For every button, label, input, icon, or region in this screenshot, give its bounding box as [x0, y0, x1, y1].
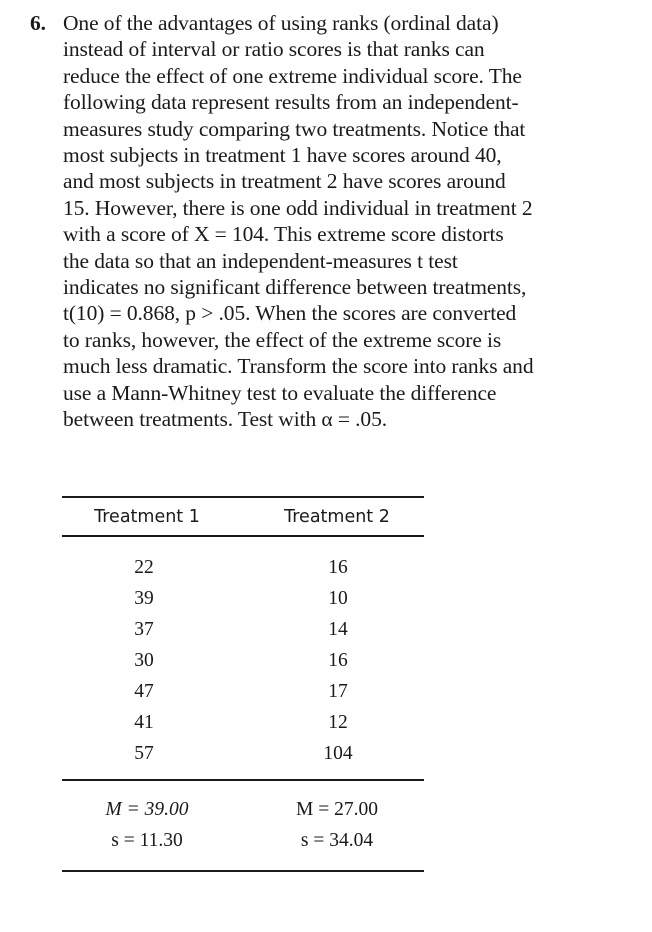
table-rule-bottom [62, 870, 424, 872]
treatment-1-mean: M = 39.00 [105, 799, 189, 820]
treatment-2-mean: M = 27.00 [296, 799, 378, 820]
problem-line: the data so that an independent-measures t test [63, 248, 458, 273]
problem-line: between treatments. Test with α = .05. [63, 407, 387, 432]
treatment-2-sd: s = 34.04 [300, 830, 374, 851]
table-rule-header [62, 535, 424, 537]
data-table [62, 496, 424, 876]
table-cell: 41 [134, 712, 154, 733]
table-cell: 14 [328, 619, 348, 640]
column-header-treatment-1: Treatment 1 [94, 507, 200, 527]
table-cell: 37 [134, 619, 154, 640]
treatment-2-summary [262, 794, 412, 856]
table-cell: 47 [134, 681, 154, 702]
problem-line: following data represent results from an independent- [63, 90, 519, 115]
table-cell: 16 [328, 557, 348, 578]
problem-6 [30, 10, 630, 433]
problem-line: measures study comparing two treatments. Notice that [63, 116, 526, 141]
treatment-1-summary [72, 794, 222, 856]
treatment-2-scores [298, 552, 378, 769]
problem-line: instead of interval or ratio scores is that ranks can [63, 37, 485, 62]
column-header-treatment-2: Treatment 2 [284, 507, 390, 527]
problem-line: One of the advantages of using ranks (ordinal data) [63, 11, 499, 35]
problem-line: much less dramatic. Transform the score into ranks and [63, 354, 534, 379]
problem-line: with a score of X = 104. This extreme score distorts [63, 222, 504, 247]
table-cell: 104 [323, 743, 353, 764]
table-cell: 10 [328, 588, 348, 609]
table-rule-top [62, 496, 424, 498]
problem-line: 15. However, there is one odd individual in treatment 2 [63, 195, 533, 220]
table-cell: 39 [134, 588, 154, 609]
table-cell: 30 [134, 650, 154, 671]
table-rule-summary [62, 779, 424, 781]
table-cell: 22 [134, 557, 154, 578]
problem-line: t(10) = 0.868, p > .05. When the scores are converted [63, 301, 517, 326]
table-cell: 12 [328, 712, 348, 733]
treatment-1-sd: s = 11.30 [111, 830, 183, 851]
problem-line: reduce the effect of one extreme individual score. The [63, 63, 522, 88]
treatment-1-scores [104, 552, 184, 769]
table-cell: 17 [328, 681, 348, 702]
problem-number: 6. [30, 11, 46, 35]
problem-line: to ranks, however, the effect of the extreme score is [63, 327, 502, 352]
problem-line: indicates no significant difference between treatments, [63, 275, 527, 300]
problem-line: most subjects in treatment 1 have scores around 40, [63, 143, 502, 168]
table-cell: 16 [328, 650, 348, 671]
problem-text [63, 10, 630, 433]
table-cell: 57 [134, 743, 154, 764]
problem-line: and most subjects in treatment 2 have scores around [63, 169, 506, 194]
problem-line: use a Mann-Whitney test to evaluate the difference [63, 380, 497, 405]
